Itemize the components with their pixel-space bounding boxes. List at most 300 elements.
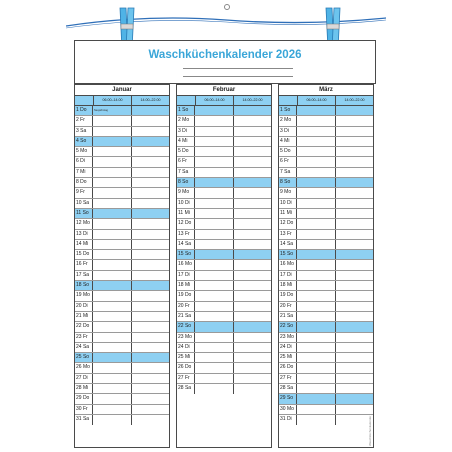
day-row — [177, 312, 271, 322]
morning-slot[interactable] — [297, 322, 336, 331]
morning-slot[interactable] — [297, 394, 336, 403]
morning-slot[interactable] — [93, 415, 132, 425]
evening-slot[interactable] — [234, 230, 272, 239]
day-label: 25 Mi — [177, 353, 195, 362]
evening-slot[interactable] — [336, 168, 374, 177]
morning-slot[interactable] — [297, 415, 336, 425]
day-label: 2 Mo — [279, 116, 297, 125]
evening-slot[interactable] — [336, 188, 374, 197]
morning-slot[interactable] — [93, 188, 132, 197]
morning-slot[interactable] — [93, 157, 132, 166]
evening-slot[interactable] — [336, 178, 374, 187]
day-row — [279, 394, 373, 404]
morning-slot[interactable] — [195, 240, 234, 249]
morning-slot[interactable] — [297, 291, 336, 300]
day-label: 27 Di — [75, 374, 93, 383]
evening-slot[interactable] — [234, 302, 272, 311]
morning-slot[interactable] — [93, 240, 132, 249]
morning-slot[interactable] — [93, 312, 132, 321]
evening-slot[interactable] — [132, 353, 170, 362]
evening-slot[interactable] — [132, 230, 170, 239]
day-row — [177, 230, 271, 240]
evening-slot[interactable] — [132, 137, 170, 146]
day-row — [279, 147, 373, 157]
day-row — [279, 260, 373, 270]
morning-slot[interactable] — [93, 209, 132, 218]
evening-slot[interactable] — [132, 168, 170, 177]
morning-slot[interactable] — [93, 363, 132, 372]
evening-slot[interactable] — [336, 302, 374, 311]
evening-slot[interactable] — [234, 199, 272, 208]
morning-slot[interactable] — [297, 405, 336, 414]
day-row — [177, 178, 271, 188]
morning-slot[interactable] — [93, 168, 132, 177]
evening-slot[interactable] — [234, 147, 272, 156]
day-row — [75, 106, 169, 116]
evening-slot[interactable] — [234, 374, 272, 383]
morning-slot[interactable] — [297, 116, 336, 125]
evening-slot[interactable] — [132, 209, 170, 218]
morning-slot[interactable] — [93, 384, 132, 393]
morning-slot[interactable] — [195, 116, 234, 125]
day-row — [75, 250, 169, 260]
morning-slot[interactable] — [297, 219, 336, 228]
morning-slot[interactable] — [195, 250, 234, 259]
day-row — [75, 333, 169, 343]
day-row — [75, 178, 169, 188]
day-row — [279, 157, 373, 167]
evening-slot[interactable] — [234, 127, 272, 136]
evening-slot[interactable] — [336, 291, 374, 300]
morning-slot[interactable] — [93, 333, 132, 342]
day-label: 13 Fr — [279, 230, 297, 239]
morning-slot[interactable] — [195, 106, 234, 115]
day-row — [177, 168, 271, 178]
day-row — [75, 199, 169, 209]
evening-slot[interactable] — [234, 250, 272, 259]
morning-slot[interactable] — [297, 168, 336, 177]
day-row — [75, 302, 169, 312]
morning-slot[interactable] — [93, 250, 132, 259]
evening-slot[interactable] — [336, 157, 374, 166]
month-name: Februar — [177, 85, 271, 96]
month-column-maerz — [278, 84, 374, 448]
evening-slot[interactable] — [234, 219, 272, 228]
morning-slot[interactable] — [195, 168, 234, 177]
evening-slot[interactable] — [336, 209, 374, 218]
day-label: 7 Sa — [279, 168, 297, 177]
evening-slot[interactable] — [336, 343, 374, 352]
morning-slot[interactable] — [195, 260, 234, 269]
evening-slot[interactable] — [234, 137, 272, 146]
time-slot-header — [279, 96, 373, 106]
evening-slot[interactable] — [336, 230, 374, 239]
morning-slot[interactable] — [297, 271, 336, 280]
morning-slot[interactable] — [195, 127, 234, 136]
morning-slot[interactable] — [297, 302, 336, 311]
morning-slot[interactable] — [195, 353, 234, 362]
day-label: 12 Do — [177, 219, 195, 228]
evening-slot[interactable] — [132, 250, 170, 259]
day-row — [75, 116, 169, 126]
evening-slot[interactable] — [132, 106, 170, 115]
day-row — [279, 374, 373, 384]
month-name: März — [279, 85, 373, 96]
evening-slot[interactable] — [336, 312, 374, 321]
month-column-februar — [176, 84, 272, 448]
day-row — [279, 178, 373, 188]
day-row — [279, 281, 373, 291]
evening-slot[interactable] — [234, 240, 272, 249]
morning-slot[interactable] — [93, 271, 132, 280]
morning-slot[interactable] — [93, 230, 132, 239]
day-row — [279, 291, 373, 301]
time-slot-header — [75, 96, 169, 106]
morning-slot[interactable] — [93, 302, 132, 311]
evening-slot[interactable] — [234, 343, 272, 352]
evening-slot[interactable] — [132, 281, 170, 290]
evening-slot[interactable] — [132, 405, 170, 414]
day-label: 10 Di — [279, 199, 297, 208]
day-list — [279, 106, 373, 425]
evening-slot[interactable] — [132, 116, 170, 125]
day-row — [177, 199, 271, 209]
morning-slot[interactable] — [297, 147, 336, 156]
day-label: 3 Sa — [75, 127, 93, 136]
morning-slot[interactable] — [297, 199, 336, 208]
evening-slot[interactable] — [234, 363, 272, 372]
morning-slot[interactable] — [93, 116, 132, 125]
day-row — [279, 343, 373, 353]
day-label: 27 Fr — [279, 374, 297, 383]
evening-slot[interactable] — [132, 333, 170, 342]
evening-slot[interactable] — [234, 353, 272, 362]
day-row — [279, 302, 373, 312]
day-label: 11 So — [75, 209, 93, 218]
day-row — [279, 271, 373, 281]
evening-slot[interactable] — [132, 178, 170, 187]
day-row — [75, 188, 169, 198]
day-label: 29 So — [279, 394, 297, 403]
evening-slot[interactable] — [234, 157, 272, 166]
day-label: 28 Sa — [177, 384, 195, 394]
morning-slot[interactable] — [195, 333, 234, 342]
evening-slot[interactable] — [336, 271, 374, 280]
day-label: 26 Do — [279, 363, 297, 372]
morning-slot[interactable] — [195, 157, 234, 166]
evening-slot[interactable] — [234, 271, 272, 280]
evening-slot[interactable] — [132, 415, 170, 425]
evening-slot[interactable] — [132, 312, 170, 321]
morning-slot[interactable] — [93, 322, 132, 331]
morning-slot[interactable] — [93, 260, 132, 269]
evening-slot[interactable] — [336, 127, 374, 136]
evening-slot[interactable] — [132, 302, 170, 311]
evening-slot[interactable] — [336, 219, 374, 228]
morning-slot[interactable] — [297, 312, 336, 321]
morning-slot[interactable] — [195, 291, 234, 300]
month-column-januar — [74, 84, 170, 448]
day-row — [279, 353, 373, 363]
day-row — [279, 230, 373, 240]
morning-slot[interactable] — [297, 333, 336, 342]
day-row — [177, 374, 271, 384]
morning-slot[interactable] — [297, 178, 336, 187]
evening-slot[interactable] — [132, 260, 170, 269]
morning-slot[interactable] — [297, 209, 336, 218]
morning-slot[interactable] — [195, 322, 234, 331]
evening-slot[interactable] — [234, 291, 272, 300]
day-row — [177, 353, 271, 363]
evening-slot[interactable] — [336, 116, 374, 125]
day-row — [279, 250, 373, 260]
day-label: 14 Sa — [177, 240, 195, 249]
calendar-page — [66, 2, 386, 450]
morning-slot[interactable] — [195, 312, 234, 321]
day-row — [75, 209, 169, 219]
month-name: Januar — [75, 85, 169, 96]
day-label: 19 Do — [177, 291, 195, 300]
day-label: 26 Do — [177, 363, 195, 372]
day-label: 12 Mo — [75, 219, 93, 228]
day-label: 20 Di — [75, 302, 93, 311]
day-label: 25 Mi — [279, 353, 297, 362]
morning-slot[interactable] — [195, 137, 234, 146]
day-label: 7 Sa — [177, 168, 195, 177]
evening-slot[interactable] — [132, 127, 170, 136]
morning-slot[interactable] — [93, 178, 132, 187]
day-label: 30 Fr — [75, 405, 93, 414]
morning-slot[interactable] — [297, 363, 336, 372]
evening-slot[interactable] — [234, 209, 272, 218]
morning-slot[interactable] — [93, 219, 132, 228]
evening-slot[interactable] — [234, 322, 272, 331]
day-label: 23 Fr — [75, 333, 93, 342]
day-row — [279, 209, 373, 219]
morning-slot[interactable] — [195, 384, 234, 394]
evening-slot[interactable] — [132, 271, 170, 280]
evening-slot[interactable] — [234, 384, 272, 394]
evening-slot[interactable] — [336, 106, 374, 115]
day-row — [279, 116, 373, 126]
evening-slot[interactable] — [132, 384, 170, 393]
day-row — [75, 157, 169, 167]
evening-slot[interactable] — [234, 178, 272, 187]
day-label: 31 Di — [279, 415, 297, 425]
day-row — [75, 281, 169, 291]
evening-slot[interactable] — [132, 374, 170, 383]
note-line — [183, 68, 293, 69]
day-row — [75, 405, 169, 415]
morning-slot[interactable] — [297, 260, 336, 269]
day-label: 2 Fr — [75, 116, 93, 125]
day-label: 21 Sa — [279, 312, 297, 321]
day-row — [279, 137, 373, 147]
day-row — [75, 230, 169, 240]
morning-slot[interactable] — [93, 281, 132, 290]
evening-slot[interactable] — [234, 116, 272, 125]
day-row — [177, 333, 271, 343]
day-label: 22 Do — [75, 322, 93, 331]
day-label: 15 Do — [75, 250, 93, 259]
day-row — [279, 127, 373, 137]
day-row — [177, 302, 271, 312]
day-label: 16 Mo — [177, 260, 195, 269]
morning-slot[interactable] — [195, 363, 234, 372]
day-label: 4 So — [75, 137, 93, 146]
day-row — [279, 363, 373, 373]
evening-slot[interactable] — [132, 240, 170, 249]
day-label: 3 Di — [279, 127, 297, 136]
morning-slot[interactable] — [195, 230, 234, 239]
evening-slot[interactable] — [336, 260, 374, 269]
evening-slot[interactable] — [132, 157, 170, 166]
morning-slot[interactable] — [297, 343, 336, 352]
time-slot-header — [177, 96, 271, 106]
day-list — [75, 106, 169, 425]
evening-slot[interactable] — [336, 199, 374, 208]
morning-slot[interactable] — [297, 374, 336, 383]
day-row — [75, 312, 169, 322]
morning-slot[interactable] — [93, 374, 132, 383]
page-title: Waschküchenkalender 2026 — [148, 49, 302, 61]
day-label: 9 Mo — [177, 188, 195, 197]
morning-slot[interactable] — [297, 230, 336, 239]
day-label: 5 Mo — [75, 147, 93, 156]
day-row — [75, 322, 169, 332]
morning-slot[interactable] — [297, 384, 336, 393]
morning-slot[interactable] — [195, 147, 234, 156]
evening-slot[interactable] — [336, 137, 374, 146]
evening-slot[interactable] — [234, 281, 272, 290]
day-label: 12 Do — [279, 219, 297, 228]
day-row — [279, 312, 373, 322]
evening-slot[interactable] — [132, 291, 170, 300]
morning-slot[interactable] — [195, 178, 234, 187]
evening-slot[interactable] — [234, 106, 272, 115]
day-label: 31 Sa — [75, 415, 93, 425]
morning-slot[interactable] — [195, 343, 234, 352]
morning-slot[interactable] — [93, 405, 132, 414]
day-row — [177, 219, 271, 229]
day-label: 14 Mi — [75, 240, 93, 249]
evening-slot[interactable] — [132, 147, 170, 156]
morning-slot[interactable] — [297, 137, 336, 146]
morning-slot[interactable] — [195, 199, 234, 208]
morning-slot[interactable] — [93, 199, 132, 208]
morning-slot[interactable] — [297, 240, 336, 249]
time-slot-label: 14.00–22.00 — [344, 98, 365, 102]
day-label: 4 Mi — [279, 137, 297, 146]
evening-slot[interactable] — [132, 219, 170, 228]
morning-slot[interactable]: Neujahrstag — [93, 106, 132, 115]
evening-slot[interactable] — [336, 250, 374, 259]
morning-slot[interactable] — [297, 157, 336, 166]
evening-slot[interactable] — [234, 168, 272, 177]
note-line — [183, 76, 293, 77]
day-label: 19 Do — [279, 291, 297, 300]
evening-slot[interactable] — [336, 240, 374, 249]
day-row — [75, 343, 169, 353]
morning-slot[interactable] — [195, 209, 234, 218]
morning-slot[interactable] — [195, 374, 234, 383]
day-label: 9 Fr — [75, 188, 93, 197]
evening-slot[interactable] — [234, 312, 272, 321]
day-label: 28 Sa — [279, 384, 297, 393]
evening-slot[interactable] — [132, 343, 170, 352]
day-row — [279, 415, 373, 425]
evening-slot[interactable] — [336, 333, 374, 342]
morning-slot[interactable] — [195, 219, 234, 228]
evening-slot[interactable] — [132, 188, 170, 197]
morning-slot[interactable] — [195, 302, 234, 311]
day-row — [75, 260, 169, 270]
morning-slot[interactable] — [93, 291, 132, 300]
day-label: 15 So — [279, 250, 297, 259]
day-label: 3 Di — [177, 127, 195, 136]
morning-slot[interactable] — [93, 343, 132, 352]
evening-slot[interactable] — [234, 188, 272, 197]
day-label: 18 Mi — [279, 281, 297, 290]
evening-slot[interactable] — [336, 322, 374, 331]
evening-slot[interactable] — [132, 322, 170, 331]
evening-slot[interactable] — [132, 199, 170, 208]
time-slot-label: 14.00–22.00 — [140, 98, 161, 102]
morning-slot[interactable] — [93, 394, 132, 403]
evening-slot[interactable] — [234, 333, 272, 342]
morning-slot[interactable] — [195, 281, 234, 290]
day-label: 19 Mo — [75, 291, 93, 300]
day-row — [279, 333, 373, 343]
morning-slot[interactable] — [297, 353, 336, 362]
day-row — [177, 127, 271, 137]
evening-slot[interactable] — [132, 363, 170, 372]
morning-slot[interactable] — [297, 106, 336, 115]
morning-slot[interactable] — [297, 250, 336, 259]
evening-slot[interactable] — [336, 147, 374, 156]
morning-slot[interactable] — [297, 281, 336, 290]
day-label: 24 Di — [279, 343, 297, 352]
morning-slot[interactable] — [93, 127, 132, 136]
day-label: 7 Mi — [75, 168, 93, 177]
day-label: 27 Fr — [177, 374, 195, 383]
day-row — [75, 147, 169, 157]
morning-slot[interactable] — [297, 127, 336, 136]
day-row — [279, 168, 373, 178]
morning-slot[interactable] — [297, 188, 336, 197]
day-column-header — [177, 96, 196, 105]
day-row — [75, 363, 169, 373]
morning-slot[interactable] — [195, 271, 234, 280]
evening-slot[interactable] — [234, 260, 272, 269]
day-row — [177, 384, 271, 394]
time-slot-label: 06.00–14.00 — [298, 96, 336, 105]
day-row — [75, 291, 169, 301]
day-row — [75, 137, 169, 147]
morning-slot[interactable] — [93, 137, 132, 146]
morning-slot[interactable] — [93, 353, 132, 362]
evening-slot[interactable] — [336, 281, 374, 290]
day-row — [279, 199, 373, 209]
day-label: 14 Sa — [279, 240, 297, 249]
morning-slot[interactable] — [195, 188, 234, 197]
evening-slot[interactable] — [132, 394, 170, 403]
day-label: 6 Fr — [279, 157, 297, 166]
day-label: 23 Mo — [177, 333, 195, 342]
day-label: 17 Sa — [75, 271, 93, 280]
day-row — [75, 394, 169, 404]
morning-slot[interactable] — [93, 147, 132, 156]
